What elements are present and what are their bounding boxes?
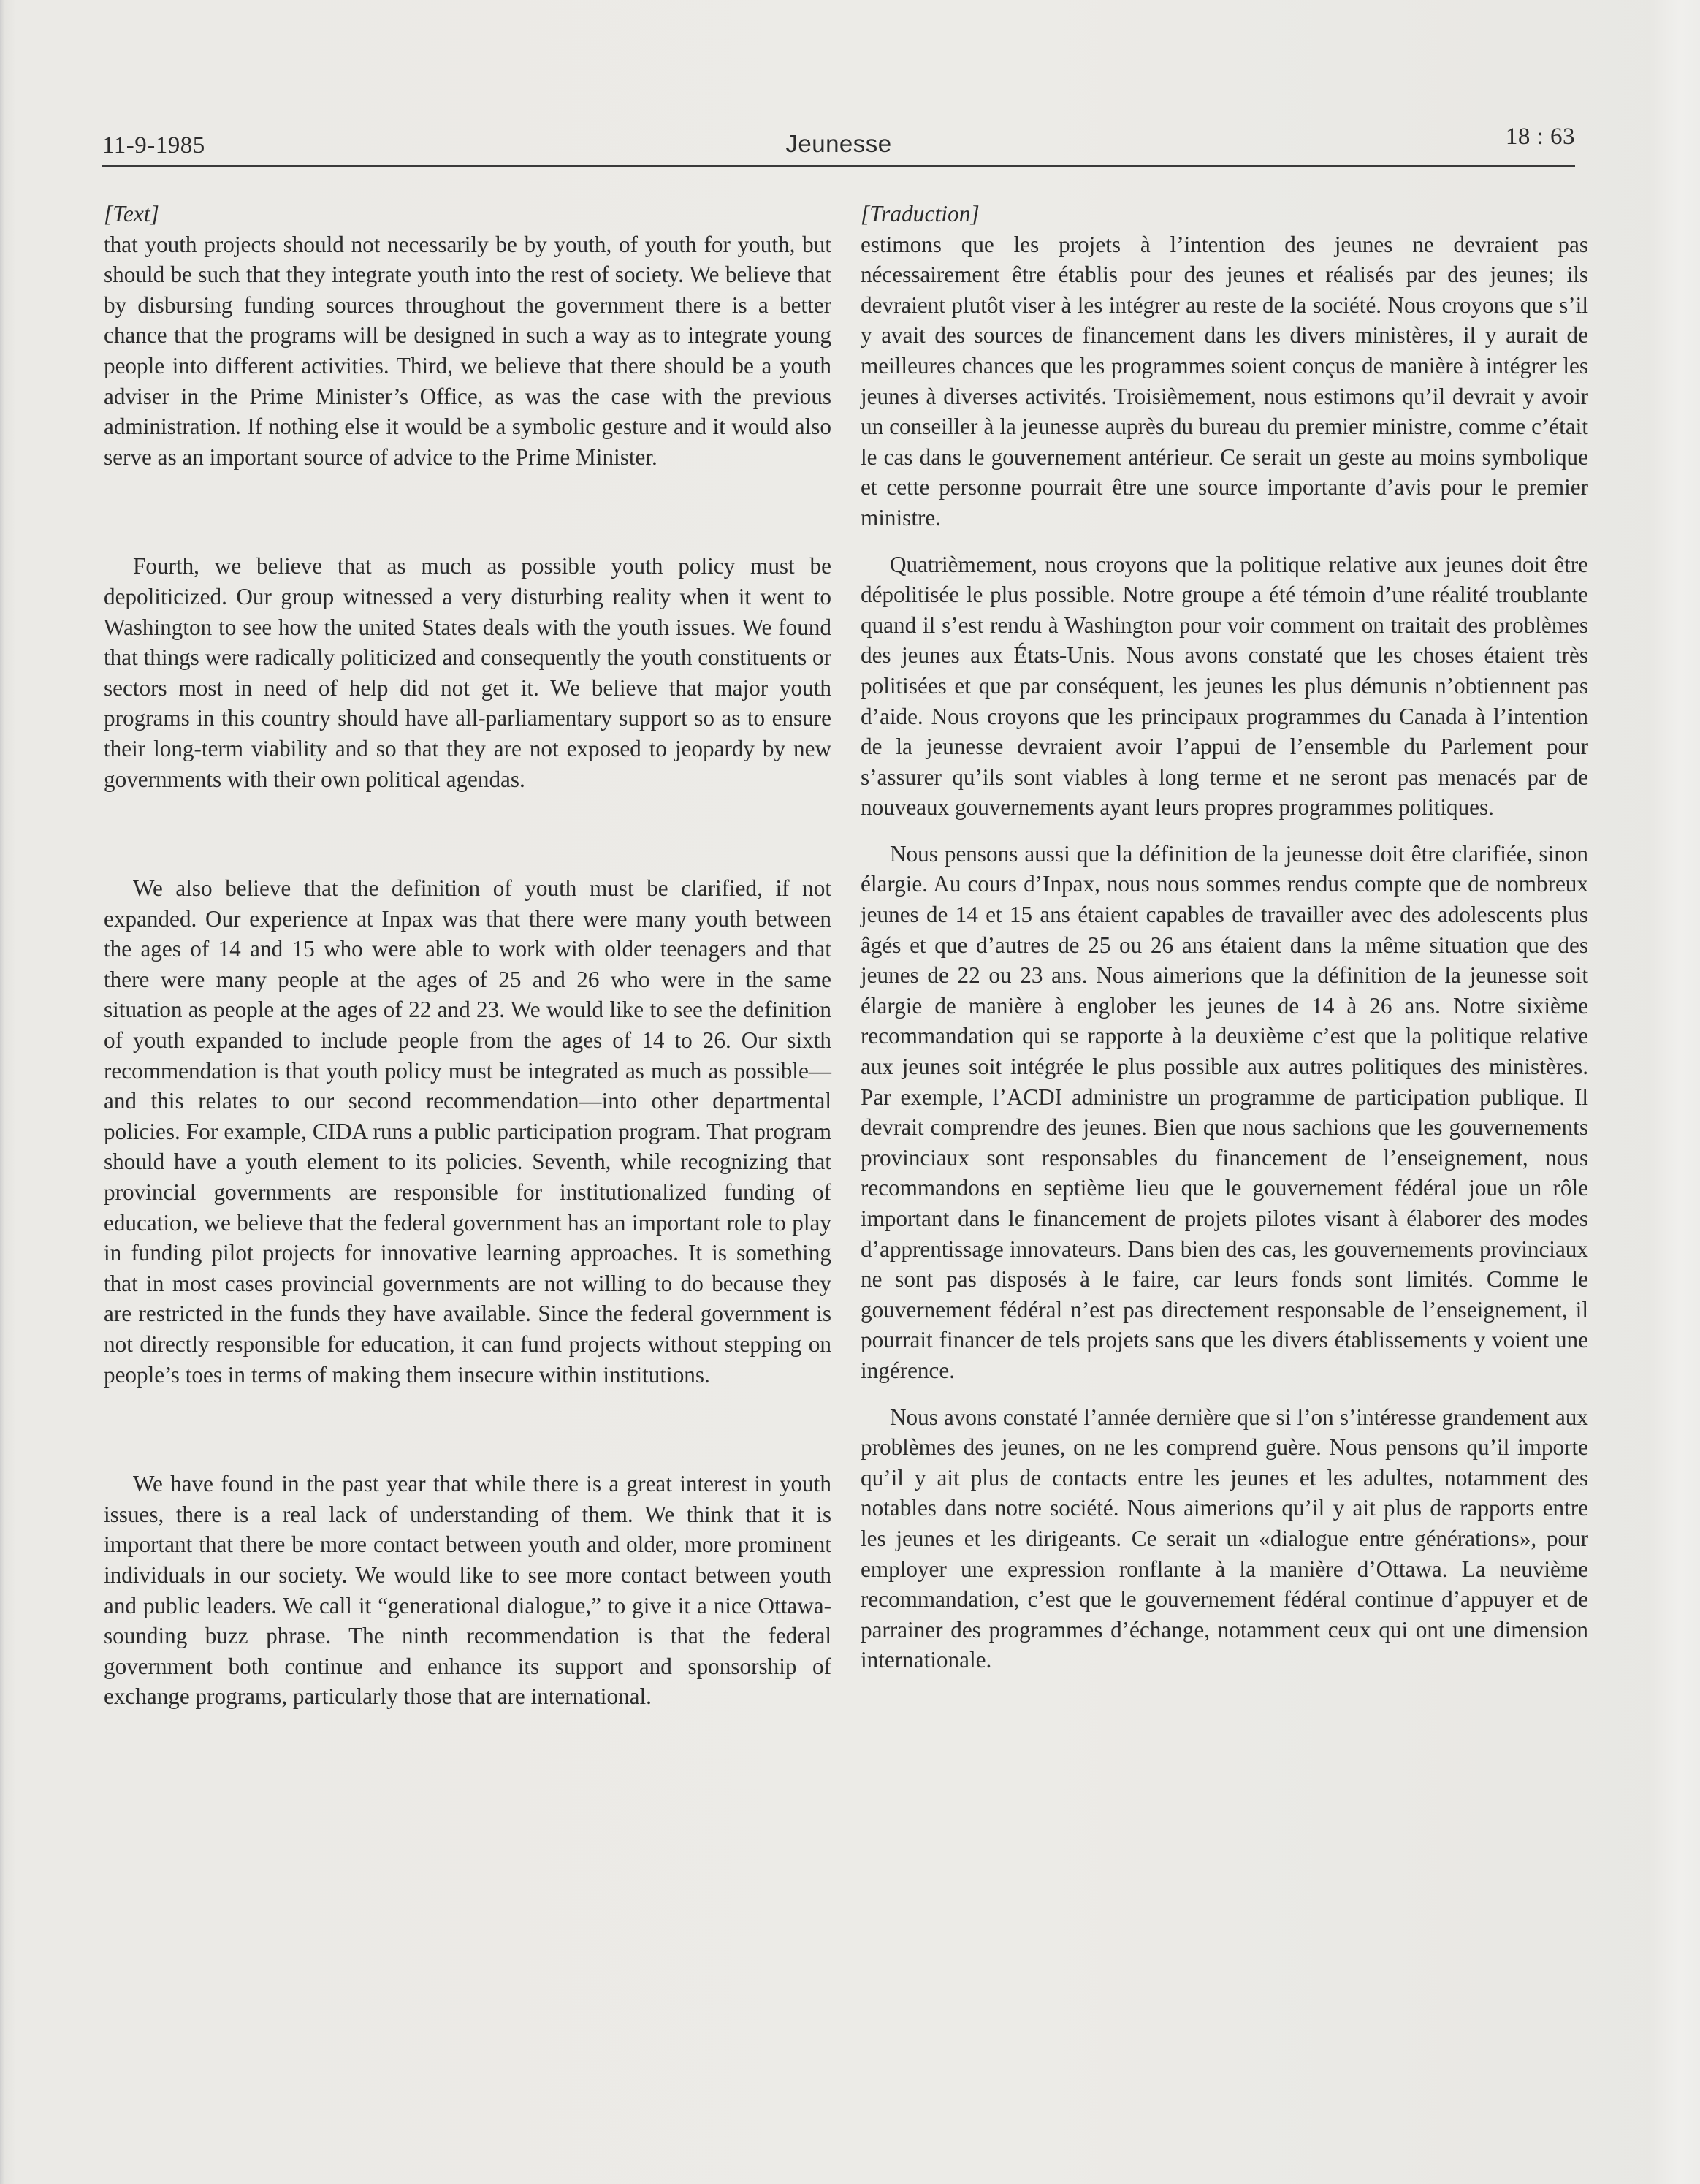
english-paragraph: Fourth, we believe that as much as possible youth policy must be depoliticized. Our group witnessed a very disturbing reality when it went to Washington to see how the united States deals with the youth issues. We found that things were radically politicized and consequently the youth constituents or sectors most in need of help did not get it. We believe that major youth programs in this country should have all-parliamentary support so as to ensure their long-term viability and so that they are not exposed to jeopardy by new governments with their own political agendas. <box>104 553 832 792</box>
french-paragraph: Quatrièmement, nous croyons que la politique relative aux jeunes doit être dépolitisée le plus possible. Notre groupe a été témoin d’une réalité troublante quand il s’est rendu à Washington pour voir comment on traitait des problèmes des jeunes aux États-Unis. Nous avons constaté que les choses étaient très politisées et que par conséquent, les jeunes les plus démunis n’obtiennent pas d’aide. Nous croyons que les principaux programmes du Canada à l’intention de la jeunesse devraient avoir l’appui de l’ensemble du Parlement pour s’assurer qu’ils sont viables à long terme et ne seront pas menacés par de nouveaux gouvernements ayant leurs propres programmes politiques. <box>861 551 1588 821</box>
english-paragraph: We have found in the past year that while there is a great interest in youth issues, there is a real lack of understanding of them. We think that it is important that there be more contact between youth and older, more prominent individuals in our society. We would like to see more contact between youth and public leaders. We call it “generational dialogue,” to give it a nice Ottawa-sounding buzz phrase. The ninth recommendation is that the federal government both continue and enhance its support and sponsorship of exchange programs, particularly those that are international. <box>104 1471 831 1710</box>
french-paragraph: estimons que les projets à l’intention des jeunes ne devraient pas nécessairement être établis pour des jeunes et réalisés par des jeunes; ils devraient plutôt viser à les intégrer au reste de la société. Nous croyons que s’il y avait des sources de financement dans les divers ministères, il y aurait de meilleures chances que les programmes soient conçus de manière à intégrer les jeunes à diverses activités. Troisièmement, nous estimons qu’il devrait y avoir un conseiller à la jeunesse auprès du bureau du premier ministre, comme c’était le cas dans le gouvernement antérieur. Ce serait un geste au moins symbolique et cette personne pourrait être une source importante d’avis pour le premier ministre. <box>861 231 1588 530</box>
french-paragraph: Nous pensons aussi que la définition de la jeunesse doit être clarifiée, sinon élargie. Au cours d’Inpax, nous nous sommes rendus compte que de nombreux jeunes de 14 et 15 ans étaient capables de travailler avec des adolescents plus âgés et que d’autres de 25 ou 26 ans étaient dans la même situation que des jeunes de 22 ou 23 ans. Nous aimerions que la définition de la jeunesse soit élargie de manière à englober les jeunes de 14 à 26 ans. Notre sixième recommandation qui se rapporte à la deuxième c’est que la politique relative aux jeunes soit intégrée le plus possible aux autres politiques des ministères. Par exemple, l’ACDI administre un programme de participation publique. Il devrait comprendre des jeunes. Bien que nous sachions que les gouvernements provinciaux sont responsables du financement de l’enseignement, nous recommandons en septième lieu que le gouvernement fédéral joue un rôle important dans le financement de projets pilotes visant à élaborer des modes d’apprentissage innovateurs. Dans bien des cas, les gouvernements provinciaux ne sont pas disposés à le faire, car leurs fonds sont limités. Comme le gouvernement fédéral n’est pas directement responsable de l’enseignement, il pourrait financer de tels projets sans que les divers établissements y voient une ingérence. <box>861 840 1588 1383</box>
french-paragraph: Nous avons constaté l’année dernière que si l’on s’intéresse grandement aux problèmes des jeunes, on ne les comprend guère. Nous pensons qu’il importe qu’il y ait plus de contacts entre les jeunes et les adultes, notamment des notables dans notre société. Nous aimerions qu’il y ait plus de rapports entre les jeunes et les dirigeants. Ce serait un «dialogue entre générations», pour employer une expression ronflante à la manière d’Ottawa. La neuvième recommandation, c’est que le gouvernement fédéral continue d’appuyer et de parrainer des programmes d’échange, notamment ceux qui ont une dimension internationale. <box>861 1404 1588 1673</box>
french-column-label: [Traduction] <box>861 201 980 227</box>
english-paragraph: We also believe that the definition of youth must be clarified, if not expanded. Our experience at Inpax was that there were many youth between the ages of 14 and 15 who were able to work with older teenagers and that there were many people at the ages of 25 and 26 who were in the same situation as people at the ages of 22 and 23. We would like to see the definition of youth expanded to include people from the ages of 14 to 26. Our sixth recommendation is that youth policy must be integrated as much as possible—and this relates to our second recommendation—into other departmental policies. For example, CIDA runs a public participation program. That program should have a youth element to its policies. Seventh, while recognizing that provincial governments are responsible for institutionalized funding of education, we believe that the federal government has an important role to play in funding pilot projects for innovative learning approaches. It is something that in most cases provincial governments are not willing to do because they are restricted in the funds they have available. Since the federal government is not directly responsible for education, it can fund projects without stepping on people’s toes in terms of making them insecure within institutions. <box>104 875 831 1388</box>
english-column-label: [Text] <box>104 201 159 227</box>
english-paragraph: that youth projects should not necessarily be by youth, of youth for youth, but should be such that they integrate youth into the rest of society. We believe that by disbursing funding sources throughout the government there is a better chance that the programs will be designed in such a way as to integrate young people into different activities. Third, we believe that there should be a youth adviser in the Prime Minister’s Office, as was the case with the previous administration. If nothing else it would be a symbolic gesture and it would also serve as an important source of advice to the Prime Minister. <box>104 231 831 470</box>
header-date: 11-9-1985 <box>102 132 205 159</box>
scan-edge-shading <box>1649 0 1700 2184</box>
header-page-number: 18 : 63 <box>1505 123 1575 150</box>
french-column <box>861 199 1588 1675</box>
english-column <box>104 199 831 1712</box>
header-title: Jeunesse <box>785 130 892 157</box>
page-header <box>102 117 1575 167</box>
